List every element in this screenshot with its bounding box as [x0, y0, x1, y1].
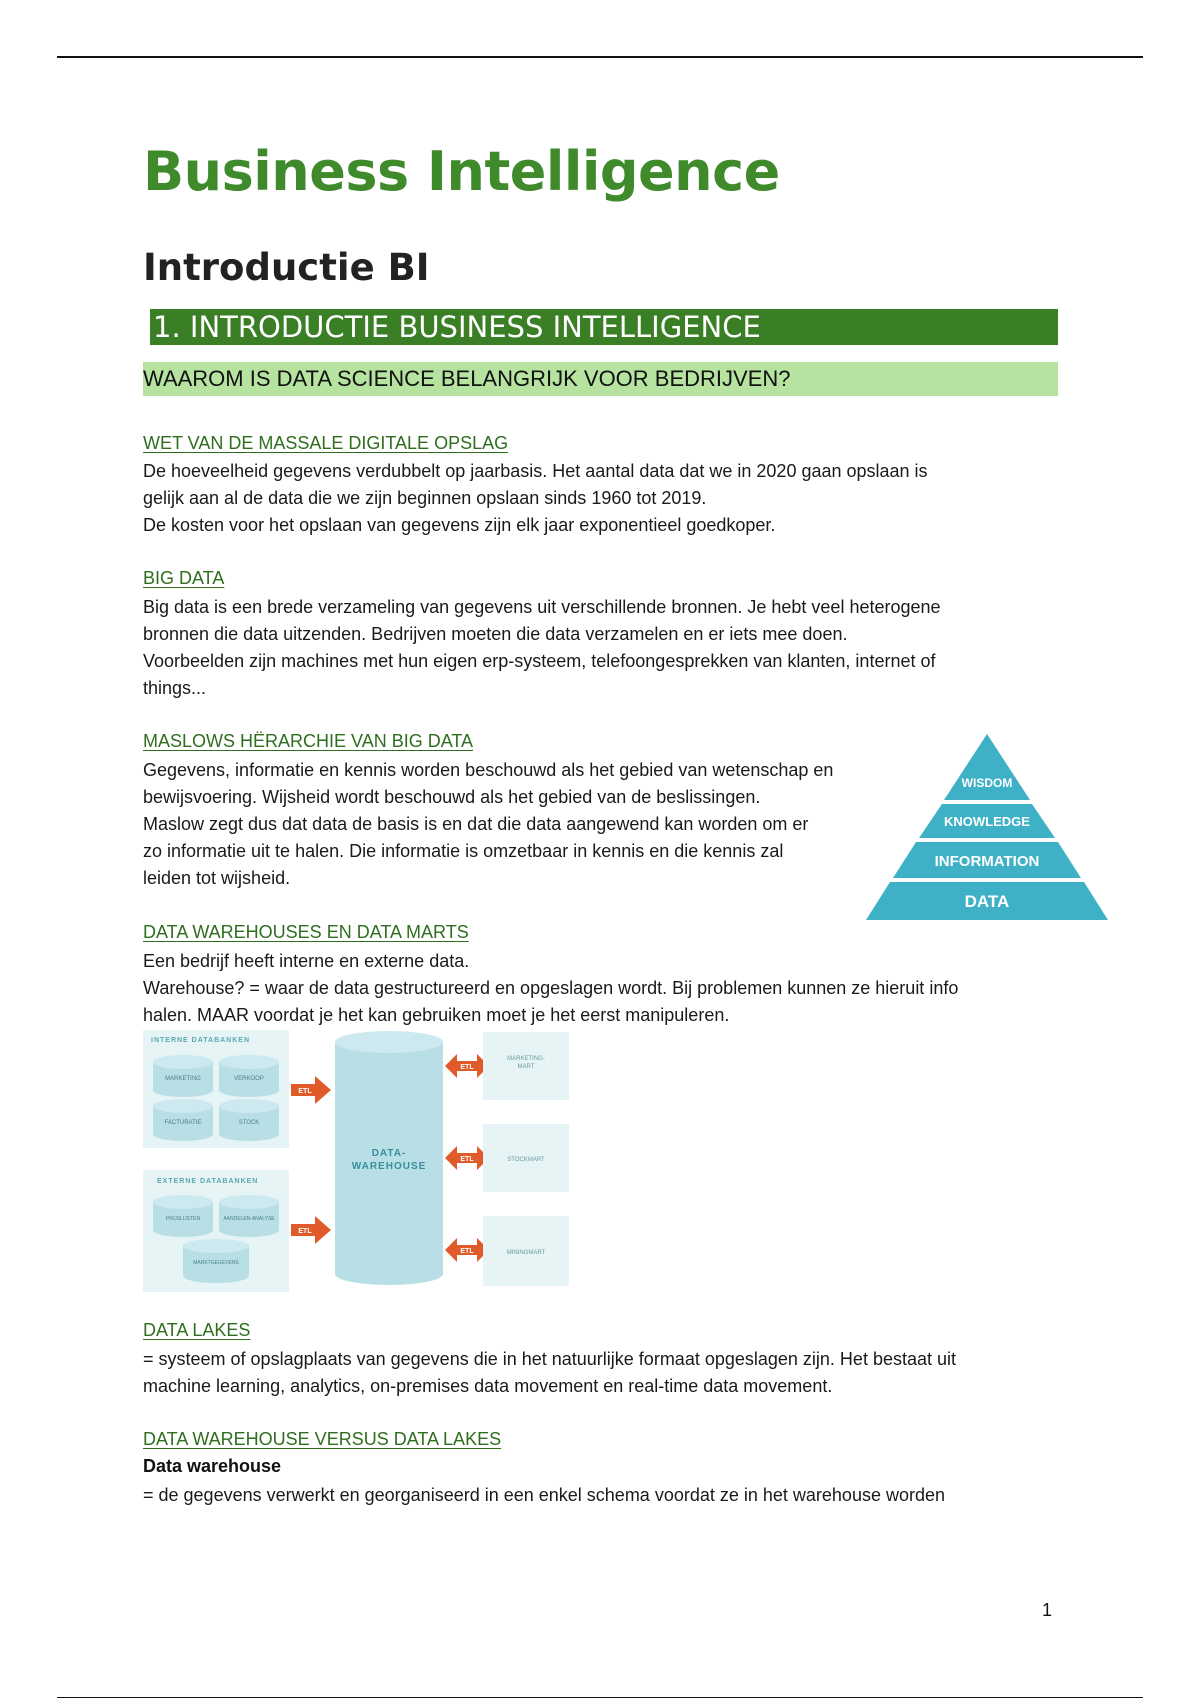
- paragraph-data-warehouses: [143, 948, 958, 1029]
- pyramid-label: DATA: [964, 892, 1010, 911]
- pyramid-label: WISDOM: [961, 776, 1013, 790]
- data-mart: [483, 1216, 569, 1286]
- heading-massale-opslag: WET VAN DE MASSALE DIGITALE OPSLAG: [143, 433, 509, 453]
- data-mart: [483, 1124, 569, 1192]
- pyramid-label: KNOWLEDGE: [944, 814, 1030, 829]
- text-line: Een bedrijf heeft interne en externe data.: [143, 951, 470, 971]
- paragraph-maslow: [143, 757, 833, 892]
- warehouse-label: DATA-: [371, 1148, 407, 1159]
- header-rule: [57, 56, 1143, 58]
- text-line: bronnen die data uitzenden. Bedrijven moeten die data verzamelen en er iets mee doen.: [143, 624, 848, 644]
- mart-label: MART: [517, 1064, 535, 1070]
- database-label: FACTURATIE: [164, 1120, 202, 1126]
- text-line: halen. MAAR voordat je het kan gebruiken moet je het eerst manipuleren.: [143, 1005, 730, 1025]
- text-line: bewijsvoering. Wijsheid wordt beschouwd als het gebied van de beslissingen.: [143, 787, 761, 807]
- database-label: VERKOOP: [234, 1076, 264, 1082]
- etl-label: ETL: [298, 1228, 312, 1235]
- database-cylinder: [219, 1099, 279, 1141]
- maslow-pyramid: [866, 734, 1108, 924]
- warehouse-label: WAREHOUSE: [351, 1161, 427, 1172]
- text-line: zo informatie uit te halen. Die informatie is omzetbaar in kennis en die kennis zal: [143, 841, 784, 861]
- etl-label: ETL: [460, 1248, 474, 1255]
- text-line: machine learning, analytics, on-premises data movement en real-time data movement.: [143, 1376, 833, 1396]
- document-title: Business Intelligence: [143, 140, 780, 203]
- text-line: things...: [143, 678, 207, 698]
- mart-label: MARKETING-: [507, 1056, 545, 1062]
- text-line: De hoeveelheid gegevens verdubbelt op jaarbasis. Het aantal data dat we in 2020 gaan opslaan is: [143, 461, 928, 481]
- paragraph-big-data: [143, 594, 941, 702]
- database-label: AANDELEN-ANALYSE: [223, 1216, 275, 1222]
- database-cylinder: [153, 1099, 213, 1141]
- paragraph-massale-opslag: [143, 458, 928, 539]
- pyramid-label: INFORMATION: [934, 853, 1040, 870]
- heading-maslow: MASLOWS HËRARCHIE VAN BIG DATA: [143, 731, 474, 751]
- database-cylinder: [219, 1195, 279, 1237]
- heading-data-lakes: DATA LAKES: [143, 1320, 251, 1340]
- database-label: STOCK: [238, 1120, 260, 1126]
- section-heading: WAAROM IS DATA SCIENCE BELANGRIJK VOOR BEDRIJVEN?: [143, 362, 1058, 396]
- database-label: PRIJSLIJSTEN: [165, 1216, 201, 1222]
- text-line: leiden tot wijsheid.: [143, 868, 291, 888]
- text-line: Voorbeelden zijn machines met hun eigen erp-systeem, telefoongesprekken van klanten, internet of: [143, 651, 936, 671]
- data-mart: [483, 1032, 569, 1100]
- text-line: Maslow zegt dus dat data de basis is en dat die data aangewend kan worden om er: [143, 814, 809, 834]
- external-databases-title: EXTERNE DATABANKEN: [157, 1178, 259, 1185]
- etl-label: ETL: [460, 1064, 474, 1071]
- mart-label: MININGMART: [506, 1250, 546, 1256]
- page-number: 1: [1042, 1600, 1053, 1620]
- text-line: Warehouse? = waar de data gestructureerd en opgeslagen wordt. Bij problemen kunnen ze hieruit info: [143, 978, 959, 998]
- etl-label: ETL: [298, 1088, 312, 1095]
- subheading-data-warehouse: Data warehouse: [143, 1456, 282, 1476]
- data-warehouse-diagram: [143, 1030, 573, 1292]
- text-line: Gegevens, informatie en kennis worden beschouwd als het gebied van wetenschap en: [143, 760, 834, 780]
- paragraph-data-lakes: [143, 1346, 956, 1400]
- heading-big-data: BIG DATA: [143, 568, 225, 588]
- chapter-heading: 1. INTRODUCTIE BUSINESS INTELLIGENCE: [150, 309, 1058, 345]
- etl-label: ETL: [460, 1156, 474, 1163]
- internal-databases-title: INTERNE DATABANKEN: [151, 1037, 251, 1044]
- database-label: MARKETING: [165, 1076, 201, 1082]
- paragraph-warehouse-versus-lakes: [143, 1482, 945, 1509]
- etl-arrow: [291, 1076, 331, 1104]
- database-cylinder: [153, 1055, 213, 1097]
- database-cylinder: [153, 1195, 213, 1237]
- database-cylinder: [183, 1239, 249, 1283]
- etl-double-arrow: [445, 1146, 489, 1170]
- text-line: De kosten voor het opslaan van gegevens zijn elk jaar exponentieel goedkoper.: [143, 515, 776, 535]
- database-label: MARKTGEGEVENS: [193, 1260, 239, 1266]
- text-line: Big data is een brede verzameling van gegevens uit verschillende bronnen. Je hebt veel heterogene: [143, 597, 941, 617]
- text-line: gelijk aan al de data die we zijn beginnen opslaan sinds 1960 tot 2019.: [143, 488, 707, 508]
- mart-label: STOCKMART: [507, 1157, 545, 1163]
- heading-data-warehouses: DATA WAREHOUSES EN DATA MARTS: [143, 922, 469, 942]
- text-line: = systeem of opslagplaats van gegevens die in het natuurlijke formaat opgeslagen zijn. Het bestaat uit: [143, 1349, 956, 1369]
- database-cylinder: [219, 1055, 279, 1097]
- text-line: = de gegevens verwerkt en georganiseerd in een enkel schema voordat ze in het warehouse worden: [143, 1485, 946, 1505]
- footer-rule: [57, 1697, 1143, 1698]
- etl-double-arrow: [445, 1238, 489, 1262]
- heading-warehouse-versus-lakes: DATA WAREHOUSE VERSUS DATA LAKES: [143, 1429, 502, 1449]
- document-subtitle: Introductie BI: [143, 246, 430, 289]
- etl-double-arrow: [445, 1054, 489, 1078]
- data-warehouse-cylinder: [335, 1031, 443, 1285]
- etl-arrow: [291, 1216, 331, 1244]
- pyramid-layer-wisdom: [944, 734, 1030, 800]
